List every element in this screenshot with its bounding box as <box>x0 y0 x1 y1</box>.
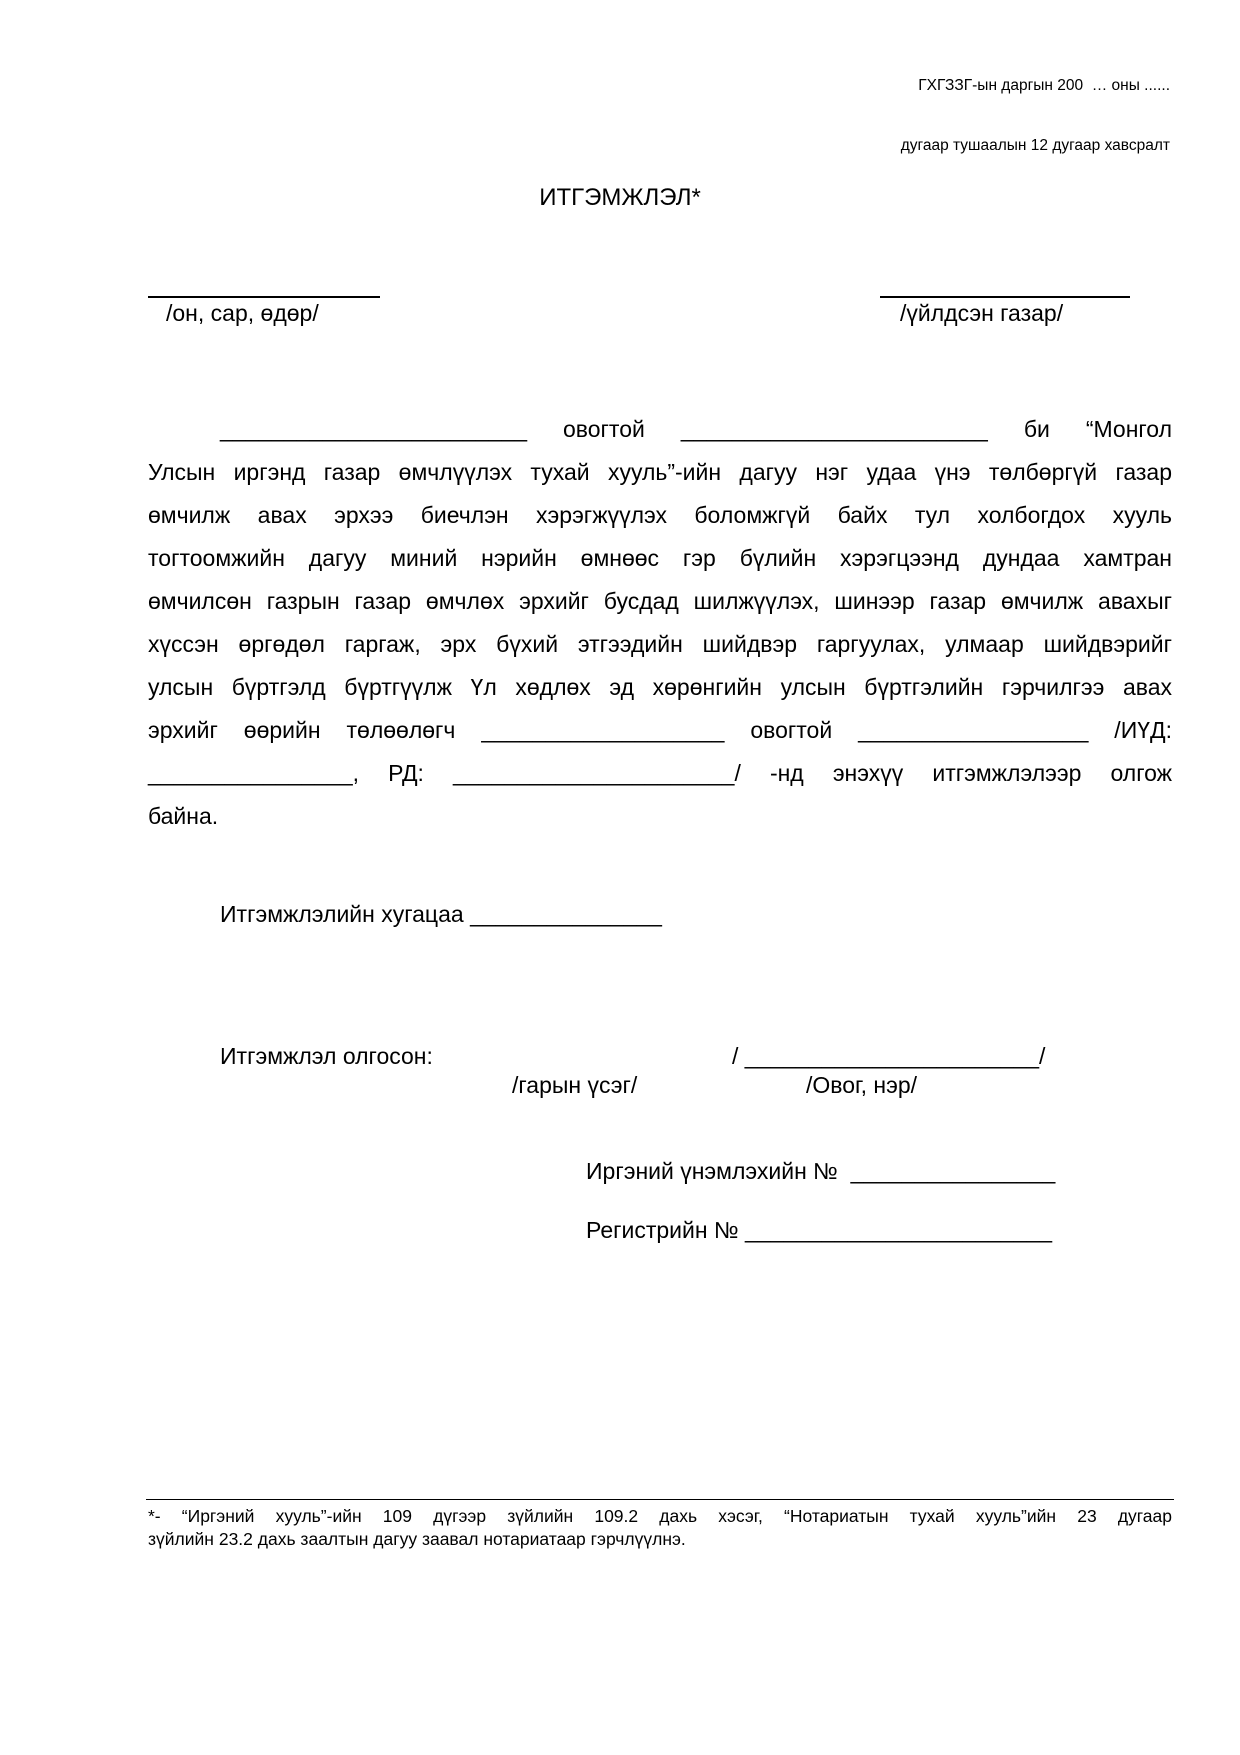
signature-caption: /гарын үсэг/ <box>512 1072 638 1098</box>
date-line[interactable] <box>148 296 380 298</box>
body-line: ________________________ овогтой ________________________ би “Монгол <box>220 416 1172 442</box>
name-caption: /Овог, нэр/ <box>806 1072 918 1098</box>
body-line: эрхийг өөрийн төлөөлөгч ___________________ овогтой __________________ /ИҮД: <box>148 717 1172 743</box>
validity-field[interactable]: Итгэмжлэлийн хугацаа _______________ <box>220 901 662 927</box>
body-line: Улсын иргэнд газар өмчлүүлэх тухай хууль”-ийн дагуу нэг удаа үнэ төлбөргүй газар <box>148 459 1172 485</box>
document-title: ИТГЭМЖЛЭЛ* <box>539 184 701 211</box>
header-note <box>901 36 1170 176</box>
place-caption: /үйлдсэн газар/ <box>900 300 1064 326</box>
issuer-name-field[interactable]: / _______________________/ <box>732 1043 1046 1069</box>
body-line: ________________, РД: ______________________/ -нд энэхүү итгэмжлэлээр олгож <box>148 760 1172 786</box>
id-card-field[interactable]: Иргэний үнэмлэхийн № ________________ <box>586 1158 1056 1184</box>
footnote-divider <box>146 1499 1174 1500</box>
body-line: байна. <box>148 803 219 829</box>
body-line: өмчилж авах эрхээ биечлэн хэрэгжүүлэх боломжгүй байх тул холбогдох хууль <box>148 502 1172 528</box>
body-paragraph <box>148 408 1172 838</box>
header-note-line-1: ГХГЗЗГ-ын даргын 200 … оны ...... <box>918 77 1170 94</box>
body-line: өмчилсөн газрын газар өмчлөх эрхийг бусдад шилжүүлэх, шинээр газар өмчилж авахыг <box>148 588 1172 614</box>
body-line: хүссэн өргөдөл гаргаж, эрх бүхий этгээдийн шийдвэр гаргуулах, улмаар шийдвэрийг <box>148 631 1172 657</box>
body-line: тогтоомжийн дагуу миний нэрийн өмнөөс гэр бүлийн хэрэгцээнд дундаа хамтран <box>148 545 1172 571</box>
register-field[interactable]: Регистрийн № ________________________ <box>586 1217 1053 1243</box>
footnote <box>148 1505 1172 1551</box>
header-note-line-2: дугаар тушаалын 12 дугаар хавсралт <box>900 137 1170 154</box>
footnote-line: *- “Иргэний хууль”-ийн 109 дүгээр зүйлийн 109.2 дахь хэсэг, “Нотариатын тухай хууль”ийн 23 дугаар <box>148 1506 1172 1526</box>
body-line: улсын бүртгэлд бүртгүүлж Үл хөдлөх эд хөрөнгийн улсын бүртгэлийн гэрчилгээ авах <box>148 674 1172 700</box>
date-caption: /он, сар, өдөр/ <box>166 300 319 326</box>
footnote-line: зүйлийн 23.2 дахь заалтын дагуу заавал нотариатаар гэрчлүүлнэ. <box>148 1529 686 1549</box>
place-line[interactable] <box>880 296 1130 298</box>
issued-by-label: Итгэмжлэл олгосон: <box>220 1043 433 1069</box>
